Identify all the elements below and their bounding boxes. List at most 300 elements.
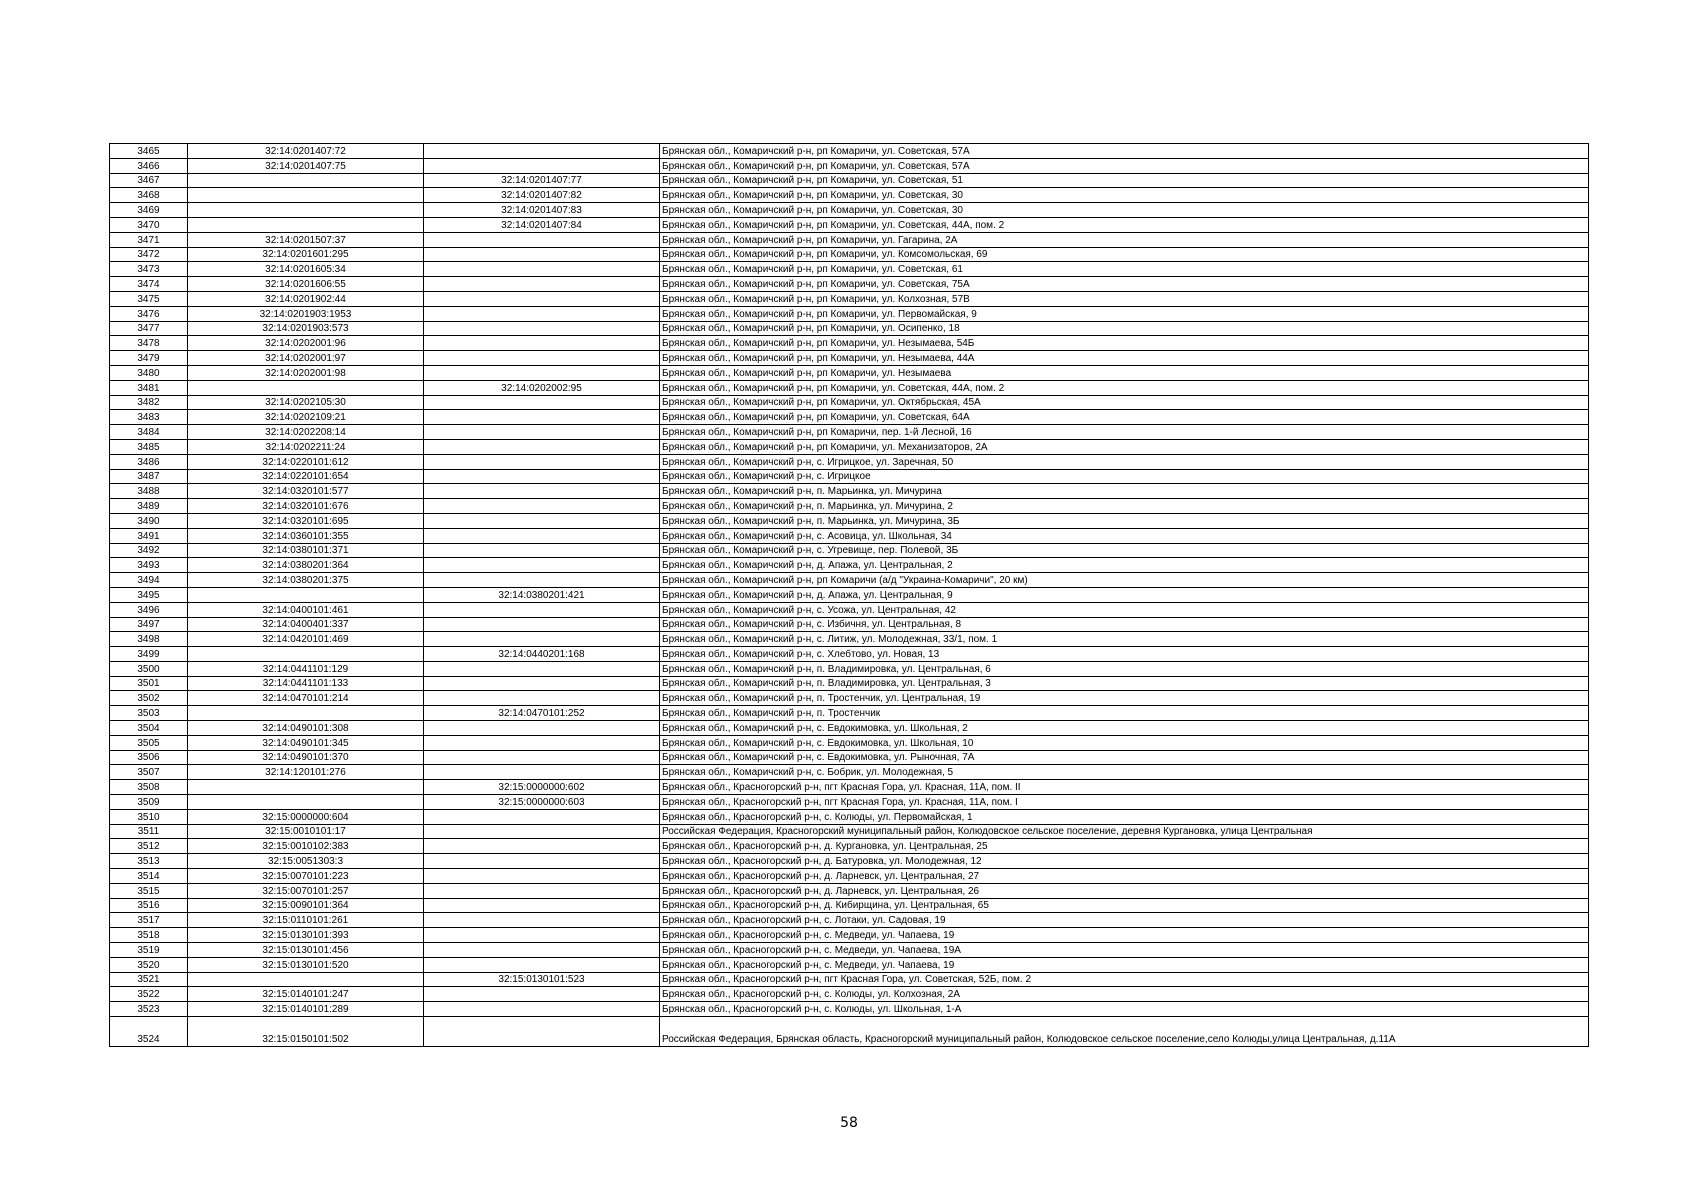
table-row bbox=[110, 262, 1589, 277]
cadastral-number-cell: 32:15:0000000:604 bbox=[188, 809, 424, 824]
cadastral-number-alt-cell bbox=[424, 721, 660, 736]
table-row bbox=[110, 780, 1589, 795]
table-row bbox=[110, 957, 1589, 972]
cadastral-number-alt-cell: 32:14:0380201:421 bbox=[424, 587, 660, 602]
cadastral-number-cell bbox=[188, 972, 424, 987]
row-number-cell: 3467 bbox=[110, 173, 188, 188]
cadastral-number-cell: 32:14:0202001:97 bbox=[188, 351, 424, 366]
table-row bbox=[110, 587, 1589, 602]
address-cell: Брянская обл., Комаричский р-н, рп Комаричи, ул. Советская, 64А bbox=[660, 410, 1589, 425]
address-cell: Брянская обл., Комаричский р-н, с. Евдокимовка, ул. Школьная, 10 bbox=[660, 735, 1589, 750]
table-row bbox=[110, 765, 1589, 780]
address-cell: Брянская обл., Комаричский р-н, п. Владимировка, ул. Центральная, 6 bbox=[660, 661, 1589, 676]
address-cell: Российская Федерация, Брянская область, Красногорский муниципальный район, Колюдовское сельское поселение,село Колюды,улица Центральная, д.11А bbox=[660, 1017, 1589, 1047]
cadastral-number-alt-cell bbox=[424, 987, 660, 1002]
row-number-cell: 3506 bbox=[110, 750, 188, 765]
row-number-cell: 3514 bbox=[110, 869, 188, 884]
cadastral-number-alt-cell bbox=[424, 528, 660, 543]
cadastral-number-alt-cell bbox=[424, 351, 660, 366]
cadastral-number-cell: 32:15:0051303:3 bbox=[188, 854, 424, 869]
cadastral-number-alt-cell bbox=[424, 321, 660, 336]
row-number-cell: 3494 bbox=[110, 573, 188, 588]
table-row bbox=[110, 869, 1589, 884]
table-row bbox=[110, 144, 1589, 159]
cadastral-number-cell: 32:14:0320101:577 bbox=[188, 484, 424, 499]
cadastral-number-alt-cell bbox=[424, 943, 660, 958]
cadastral-number-cell bbox=[188, 188, 424, 203]
cadastral-number-alt-cell bbox=[424, 454, 660, 469]
address-cell: Брянская обл., Комаричский р-н, рп Комаричи, ул. Механизаторов, 2А bbox=[660, 439, 1589, 454]
address-cell: Брянская обл., Комаричский р-н, рп Комаричи, ул. Незымаева, 54Б bbox=[660, 336, 1589, 351]
cadastral-number-alt-cell bbox=[424, 410, 660, 425]
cadastral-number-cell: 32:14:0400401:337 bbox=[188, 617, 424, 632]
row-number-cell: 3500 bbox=[110, 661, 188, 676]
address-cell: Брянская обл., Комаричский р-н, рп Комаричи, ул. Советская, 57А bbox=[660, 158, 1589, 173]
address-cell: Брянская обл., Комаричский р-н, с. Избичня, ул. Центральная, 8 bbox=[660, 617, 1589, 632]
cadastral-number-cell: 32:14:0201601:295 bbox=[188, 247, 424, 262]
address-cell: Брянская обл., Красногорский р-н, д. Кургановка, ул. Центральная, 25 bbox=[660, 839, 1589, 854]
table-row bbox=[110, 839, 1589, 854]
address-cell: Брянская обл., Комаричский р-н, с. Евдокимовка, ул. Рыночная, 7А bbox=[660, 750, 1589, 765]
address-cell: Брянская обл., Красногорский р-н, с. Колюды, ул. Первомайская, 1 bbox=[660, 809, 1589, 824]
cadastral-number-alt-cell bbox=[424, 232, 660, 247]
address-cell: Брянская обл., Комаричский р-н, п. Тростенчик, ул. Центральная, 19 bbox=[660, 691, 1589, 706]
cadastral-number-alt-cell: 32:14:0201407:84 bbox=[424, 217, 660, 232]
row-number-cell: 3512 bbox=[110, 839, 188, 854]
row-number-cell: 3497 bbox=[110, 617, 188, 632]
table-body bbox=[110, 144, 1589, 1047]
cadastral-number-alt-cell bbox=[424, 957, 660, 972]
cadastral-number-cell: 32:14:0320101:676 bbox=[188, 499, 424, 514]
table-row bbox=[110, 277, 1589, 292]
table-row bbox=[110, 232, 1589, 247]
address-cell: Брянская обл., Красногорский р-н, д. Ларневск, ул. Центральная, 27 bbox=[660, 869, 1589, 884]
row-number-cell: 3521 bbox=[110, 972, 188, 987]
cadastral-number-cell bbox=[188, 780, 424, 795]
cadastral-number-alt-cell bbox=[424, 291, 660, 306]
cadastral-number-cell: 32:14:0201903:1953 bbox=[188, 306, 424, 321]
table-row bbox=[110, 573, 1589, 588]
cadastral-number-cell: 32:14:0201606:55 bbox=[188, 277, 424, 292]
table-row bbox=[110, 1002, 1589, 1017]
address-cell: Брянская обл., Комаричский р-н, п. Марьинка, ул. Мичурина, 3Б bbox=[660, 513, 1589, 528]
row-number-cell: 3482 bbox=[110, 395, 188, 410]
row-number-cell: 3478 bbox=[110, 336, 188, 351]
row-number-cell: 3503 bbox=[110, 706, 188, 721]
address-cell: Брянская обл., Комаричский р-н, д. Апажа, ул. Центральная, 9 bbox=[660, 587, 1589, 602]
cadastral-number-cell: 32:14:0201605:34 bbox=[188, 262, 424, 277]
address-cell: Брянская обл., Комаричский р-н, рп Комаричи, ул. Советская, 44А, пом. 2 bbox=[660, 380, 1589, 395]
address-cell: Брянская обл., Красногорский р-н, пгт Красная Гора, ул. Красная, 11А, пом. I bbox=[660, 795, 1589, 810]
cadastral-number-cell bbox=[188, 173, 424, 188]
table-row bbox=[110, 676, 1589, 691]
row-number-cell: 3485 bbox=[110, 439, 188, 454]
row-number-cell: 3511 bbox=[110, 824, 188, 839]
page-number: 58 bbox=[840, 1115, 858, 1131]
cadastral-number-cell: 32:14:0320101:695 bbox=[188, 513, 424, 528]
cadastral-number-alt-cell bbox=[424, 365, 660, 380]
address-cell: Брянская обл., Красногорский р-н, с. Лотаки, ул. Садовая, 19 bbox=[660, 913, 1589, 928]
cadastral-number-alt-cell bbox=[424, 883, 660, 898]
row-number-cell: 3470 bbox=[110, 217, 188, 232]
row-number-cell: 3474 bbox=[110, 277, 188, 292]
table-row bbox=[110, 913, 1589, 928]
cadastral-number-cell: 32:15:0070101:223 bbox=[188, 869, 424, 884]
table-row bbox=[110, 647, 1589, 662]
table-row bbox=[110, 410, 1589, 425]
cadastral-number-alt-cell bbox=[424, 824, 660, 839]
row-number-cell: 3466 bbox=[110, 158, 188, 173]
table-row bbox=[110, 454, 1589, 469]
row-number-cell: 3509 bbox=[110, 795, 188, 810]
cadastral-number-alt-cell bbox=[424, 809, 660, 824]
table-row bbox=[110, 203, 1589, 218]
cadastral-number-cell: 32:15:0140101:289 bbox=[188, 1002, 424, 1017]
cadastral-number-cell: 32:15:0090101:364 bbox=[188, 898, 424, 913]
address-cell: Брянская обл., Комаричский р-н, рп Комаричи, ул. Гагарина, 2А bbox=[660, 232, 1589, 247]
row-number-cell: 3517 bbox=[110, 913, 188, 928]
cadastral-number-alt-cell bbox=[424, 395, 660, 410]
row-number-cell: 3480 bbox=[110, 365, 188, 380]
address-cell: Брянская обл., Комаричский р-н, рп Комаричи, ул. Первомайская, 9 bbox=[660, 306, 1589, 321]
cadastral-number-alt-cell bbox=[424, 469, 660, 484]
table-row bbox=[110, 735, 1589, 750]
address-cell: Брянская обл., Комаричский р-н, рп Комаричи, ул. Комсомольская, 69 bbox=[660, 247, 1589, 262]
row-number-cell: 3513 bbox=[110, 854, 188, 869]
row-number-cell: 3522 bbox=[110, 987, 188, 1002]
row-number-cell: 3510 bbox=[110, 809, 188, 824]
cadastral-number-cell: 32:14:0470101:214 bbox=[188, 691, 424, 706]
address-cell: Брянская обл., Комаричский р-н, с. Игрицкое, ул. Заречная, 50 bbox=[660, 454, 1589, 469]
address-cell: Брянская обл., Комаричский р-н, п. Владимировка, ул. Центральная, 3 bbox=[660, 676, 1589, 691]
cadastral-number-alt-cell bbox=[424, 158, 660, 173]
address-cell: Брянская обл., Комаричский р-н, с. Асовица, ул. Школьная, 34 bbox=[660, 528, 1589, 543]
address-cell: Брянская обл., Комаричский р-н, д. Апажа, ул. Центральная, 2 bbox=[660, 558, 1589, 573]
table-row bbox=[110, 943, 1589, 958]
row-number-cell: 3520 bbox=[110, 957, 188, 972]
row-number-cell: 3489 bbox=[110, 499, 188, 514]
address-cell: Брянская обл., Комаричский р-н, рп Комаричи, ул. Осипенко, 18 bbox=[660, 321, 1589, 336]
cadastral-number-cell bbox=[188, 647, 424, 662]
cadastral-number-cell bbox=[188, 217, 424, 232]
cadastral-number-alt-cell: 32:15:0130101:523 bbox=[424, 972, 660, 987]
cadastral-number-alt-cell bbox=[424, 928, 660, 943]
cadastral-number-cell: 32:14:0380201:375 bbox=[188, 573, 424, 588]
row-number-cell: 3488 bbox=[110, 484, 188, 499]
row-number-cell: 3518 bbox=[110, 928, 188, 943]
cadastral-number-cell: 32:14:0380201:364 bbox=[188, 558, 424, 573]
row-number-cell: 3473 bbox=[110, 262, 188, 277]
table-row bbox=[110, 1017, 1589, 1047]
row-number-cell: 3465 bbox=[110, 144, 188, 159]
address-cell: Брянская обл., Комаричский р-н, рп Комаричи, ул. Советская, 61 bbox=[660, 262, 1589, 277]
table-row bbox=[110, 691, 1589, 706]
cadastral-number-alt-cell bbox=[424, 602, 660, 617]
row-number-cell: 3492 bbox=[110, 543, 188, 558]
table-row bbox=[110, 336, 1589, 351]
cadastral-number-cell: 32:14:0202105:30 bbox=[188, 395, 424, 410]
row-number-cell: 3475 bbox=[110, 291, 188, 306]
row-number-cell: 3507 bbox=[110, 765, 188, 780]
table-row bbox=[110, 217, 1589, 232]
address-cell: Брянская обл., Красногорский р-н, с. Медведи, ул. Чапаева, 19 bbox=[660, 957, 1589, 972]
cadastral-number-cell: 32:15:0130101:456 bbox=[188, 943, 424, 958]
cadastral-number-cell: 32:15:0130101:393 bbox=[188, 928, 424, 943]
cadastral-number-cell: 32:14:0490101:345 bbox=[188, 735, 424, 750]
row-number-cell: 3481 bbox=[110, 380, 188, 395]
cadastral-number-alt-cell bbox=[424, 277, 660, 292]
address-cell: Брянская обл., Комаричский р-н, с. Хлебтово, ул. Новая, 13 bbox=[660, 647, 1589, 662]
row-number-cell: 3502 bbox=[110, 691, 188, 706]
table-row bbox=[110, 158, 1589, 173]
address-cell: Брянская обл., Комаричский р-н, с. Евдокимовка, ул. Школьная, 2 bbox=[660, 721, 1589, 736]
cadastral-number-cell: 32:14:0201902:44 bbox=[188, 291, 424, 306]
cadastral-number-cell: 32:15:0150101:502 bbox=[188, 1017, 424, 1047]
row-number-cell: 3468 bbox=[110, 188, 188, 203]
cadastral-number-alt-cell: 32:15:0000000:603 bbox=[424, 795, 660, 810]
cadastral-number-cell: 32:14:0220101:654 bbox=[188, 469, 424, 484]
cadastral-number-cell: 32:14:0201903:573 bbox=[188, 321, 424, 336]
row-number-cell: 3519 bbox=[110, 943, 188, 958]
cadastral-number-cell bbox=[188, 706, 424, 721]
address-cell: Брянская обл., Комаричский р-н, рп Комаричи, ул. Советская, 30 bbox=[660, 188, 1589, 203]
cadastral-number-alt-cell bbox=[424, 839, 660, 854]
table-row bbox=[110, 484, 1589, 499]
address-cell: Брянская обл., Комаричский р-н, рп Комаричи, ул. Октябрьская, 45А bbox=[660, 395, 1589, 410]
table-row bbox=[110, 750, 1589, 765]
cadastral-number-cell: 32:14:120101:276 bbox=[188, 765, 424, 780]
row-number-cell: 3493 bbox=[110, 558, 188, 573]
cadastral-number-cell: 32:14:0490101:308 bbox=[188, 721, 424, 736]
row-number-cell: 3484 bbox=[110, 425, 188, 440]
cadastral-number-alt-cell bbox=[424, 1002, 660, 1017]
table-row bbox=[110, 928, 1589, 943]
cadastral-number-alt-cell bbox=[424, 913, 660, 928]
address-cell: Брянская обл., Красногорский р-н, пгт Красная Гора, ул. Советская, 52Б, пом. 2 bbox=[660, 972, 1589, 987]
cadastral-number-cell: 32:14:0202208:14 bbox=[188, 425, 424, 440]
cadastral-number-cell: 32:15:0110101:261 bbox=[188, 913, 424, 928]
address-cell: Брянская обл., Комаричский р-н, рп Комаричи, ул. Советская, 51 bbox=[660, 173, 1589, 188]
cadastral-number-cell: 32:14:0441101:133 bbox=[188, 676, 424, 691]
cadastral-number-alt-cell bbox=[424, 484, 660, 499]
cadastral-number-alt-cell bbox=[424, 735, 660, 750]
cadastral-number-cell: 32:15:0010101:17 bbox=[188, 824, 424, 839]
cadastral-number-alt-cell bbox=[424, 1017, 660, 1047]
table-row bbox=[110, 395, 1589, 410]
cadastral-number-alt-cell bbox=[424, 676, 660, 691]
address-cell: Брянская обл., Красногорский р-н, с. Колюды, ул. Колхозная, 2А bbox=[660, 987, 1589, 1002]
table-row bbox=[110, 795, 1589, 810]
cadastral-number-cell bbox=[188, 795, 424, 810]
cadastral-number-cell: 32:14:0202001:96 bbox=[188, 336, 424, 351]
cadastral-number-alt-cell bbox=[424, 617, 660, 632]
cadastral-number-alt-cell bbox=[424, 632, 660, 647]
cadastral-number-alt-cell bbox=[424, 262, 660, 277]
address-cell: Брянская обл., Комаричский р-н, рп Комаричи, пер. 1-й Лесной, 16 bbox=[660, 425, 1589, 440]
table-row bbox=[110, 987, 1589, 1002]
cadastral-number-alt-cell bbox=[424, 661, 660, 676]
address-cell: Брянская обл., Комаричский р-н, с. Усожа, ул. Центральная, 42 bbox=[660, 602, 1589, 617]
cadastral-number-alt-cell: 32:15:0000000:602 bbox=[424, 780, 660, 795]
table-row bbox=[110, 809, 1589, 824]
cadastral-number-cell: 32:14:0441101:129 bbox=[188, 661, 424, 676]
address-cell: Брянская обл., Комаричский р-н, рп Комаричи, ул. Советская, 57А bbox=[660, 144, 1589, 159]
address-cell: Брянская обл., Красногорский р-н, с. Колюды, ул. Школьная, 1-А bbox=[660, 1002, 1589, 1017]
table-row bbox=[110, 528, 1589, 543]
cadastral-number-cell: 32:14:0420101:469 bbox=[188, 632, 424, 647]
cadastral-number-cell: 32:14:0201407:75 bbox=[188, 158, 424, 173]
cadastral-number-alt-cell bbox=[424, 573, 660, 588]
table-row bbox=[110, 291, 1589, 306]
cadastral-number-alt-cell bbox=[424, 499, 660, 514]
cadastral-number-cell: 32:14:0202001:98 bbox=[188, 365, 424, 380]
cadastral-number-alt-cell bbox=[424, 691, 660, 706]
cadastral-number-cell bbox=[188, 203, 424, 218]
address-cell: Брянская обл., Комаричский р-н, рп Комаричи, ул. Незымаева bbox=[660, 365, 1589, 380]
address-cell: Брянская обл., Комаричский р-н, с. Игрицкое bbox=[660, 469, 1589, 484]
row-number-cell: 3501 bbox=[110, 676, 188, 691]
address-cell: Брянская обл., Комаричский р-н, рп Комаричи, ул. Колхозная, 57В bbox=[660, 291, 1589, 306]
row-number-cell: 3471 bbox=[110, 232, 188, 247]
row-number-cell: 3495 bbox=[110, 587, 188, 602]
cadastral-number-cell: 32:14:0220101:612 bbox=[188, 454, 424, 469]
row-number-cell: 3508 bbox=[110, 780, 188, 795]
table-row bbox=[110, 602, 1589, 617]
address-cell: Российская Федерация, Красногорский муниципальный район, Колюдовское сельское поселение, деревня Кургановка, улица Центральная bbox=[660, 824, 1589, 839]
row-number-cell: 3524 bbox=[110, 1017, 188, 1047]
cadastral-number-cell: 32:14:0202211:24 bbox=[188, 439, 424, 454]
table-row bbox=[110, 632, 1589, 647]
row-number-cell: 3483 bbox=[110, 410, 188, 425]
cadastral-number-cell: 32:14:0201507:37 bbox=[188, 232, 424, 247]
table-row bbox=[110, 661, 1589, 676]
table-row bbox=[110, 558, 1589, 573]
row-number-cell: 3504 bbox=[110, 721, 188, 736]
address-cell: Брянская обл., Комаричский р-н, рп Комаричи, ул. Советская, 30 bbox=[660, 203, 1589, 218]
address-cell: Брянская обл., Комаричский р-н, рп Комаричи, ул. Незымаева, 44А bbox=[660, 351, 1589, 366]
cadastral-number-alt-cell bbox=[424, 439, 660, 454]
cadastral-number-alt-cell: 32:14:0202002:95 bbox=[424, 380, 660, 395]
table-row bbox=[110, 173, 1589, 188]
row-number-cell: 3476 bbox=[110, 306, 188, 321]
table-row bbox=[110, 543, 1589, 558]
cadastral-number-cell bbox=[188, 380, 424, 395]
cadastral-number-cell: 32:15:0140101:247 bbox=[188, 987, 424, 1002]
address-cell: Брянская обл., Комаричский р-н, с. Угревище, пер. Полевой, 3Б bbox=[660, 543, 1589, 558]
cadastral-table bbox=[109, 143, 1589, 1047]
row-number-cell: 3523 bbox=[110, 1002, 188, 1017]
table-row bbox=[110, 883, 1589, 898]
address-cell: Брянская обл., Комаричский р-н, рп Комаричи (а/д "Украина-Комаричи", 20 км) bbox=[660, 573, 1589, 588]
table-row bbox=[110, 854, 1589, 869]
cadastral-number-alt-cell bbox=[424, 898, 660, 913]
row-number-cell: 3486 bbox=[110, 454, 188, 469]
cadastral-number-alt-cell: 32:14:0201407:82 bbox=[424, 188, 660, 203]
table-row bbox=[110, 513, 1589, 528]
address-cell: Брянская обл., Комаричский р-н, п. Марьинка, ул. Мичурина, 2 bbox=[660, 499, 1589, 514]
row-number-cell: 3490 bbox=[110, 513, 188, 528]
address-cell: Брянская обл., Комаричский р-н, рп Комаричи, ул. Советская, 75А bbox=[660, 277, 1589, 292]
cadastral-number-alt-cell bbox=[424, 513, 660, 528]
cadastral-number-cell: 32:14:0202109:21 bbox=[188, 410, 424, 425]
address-cell: Брянская обл., Красногорский р-н, пгт Красная Гора, ул. Красная, 11А, пом. II bbox=[660, 780, 1589, 795]
cadastral-number-cell: 32:14:0380101:371 bbox=[188, 543, 424, 558]
table-row bbox=[110, 380, 1589, 395]
cadastral-number-cell: 32:14:0201407:72 bbox=[188, 144, 424, 159]
cadastral-number-alt-cell bbox=[424, 765, 660, 780]
address-cell: Брянская обл., Комаричский р-н, рп Комаричи, ул. Советская, 44А, пом. 2 bbox=[660, 217, 1589, 232]
table-row bbox=[110, 247, 1589, 262]
cadastral-number-alt-cell bbox=[424, 854, 660, 869]
cadastral-number-alt-cell: 32:14:0440201:168 bbox=[424, 647, 660, 662]
table-row bbox=[110, 188, 1589, 203]
row-number-cell: 3516 bbox=[110, 898, 188, 913]
row-number-cell: 3487 bbox=[110, 469, 188, 484]
row-number-cell: 3515 bbox=[110, 883, 188, 898]
table-row bbox=[110, 351, 1589, 366]
table-row bbox=[110, 721, 1589, 736]
row-number-cell: 3469 bbox=[110, 203, 188, 218]
cadastral-number-cell: 32:14:0360101:355 bbox=[188, 528, 424, 543]
table-row bbox=[110, 321, 1589, 336]
table-row bbox=[110, 706, 1589, 721]
cadastral-number-alt-cell bbox=[424, 306, 660, 321]
cadastral-number-cell bbox=[188, 587, 424, 602]
cadastral-number-alt-cell: 32:14:0470101:252 bbox=[424, 706, 660, 721]
address-cell: Брянская обл., Красногорский р-н, д. Кибирщина, ул. Центральная, 65 bbox=[660, 898, 1589, 913]
table-row bbox=[110, 972, 1589, 987]
table-row bbox=[110, 365, 1589, 380]
address-cell: Брянская обл., Красногорский р-н, д. Батуровка, ул. Молодежная, 12 bbox=[660, 854, 1589, 869]
row-number-cell: 3479 bbox=[110, 351, 188, 366]
cadastral-number-cell: 32:15:0130101:520 bbox=[188, 957, 424, 972]
table-row bbox=[110, 824, 1589, 839]
cadastral-number-alt-cell bbox=[424, 144, 660, 159]
cadastral-number-alt-cell bbox=[424, 750, 660, 765]
row-number-cell: 3491 bbox=[110, 528, 188, 543]
cadastral-number-alt-cell bbox=[424, 558, 660, 573]
table-row bbox=[110, 425, 1589, 440]
table-row bbox=[110, 499, 1589, 514]
address-cell: Брянская обл., Красногорский р-н, с. Медведи, ул. Чапаева, 19А bbox=[660, 943, 1589, 958]
cadastral-number-alt-cell bbox=[424, 425, 660, 440]
row-number-cell: 3472 bbox=[110, 247, 188, 262]
cadastral-number-alt-cell: 32:14:0201407:83 bbox=[424, 203, 660, 218]
cadastral-number-alt-cell bbox=[424, 336, 660, 351]
table-row bbox=[110, 306, 1589, 321]
table-row bbox=[110, 439, 1589, 454]
row-number-cell: 3477 bbox=[110, 321, 188, 336]
cadastral-number-cell: 32:14:0490101:370 bbox=[188, 750, 424, 765]
cadastral-number-alt-cell bbox=[424, 247, 660, 262]
row-number-cell: 3496 bbox=[110, 602, 188, 617]
cadastral-number-alt-cell: 32:14:0201407:77 bbox=[424, 173, 660, 188]
cadastral-number-cell: 32:15:0010102:383 bbox=[188, 839, 424, 854]
cadastral-number-alt-cell bbox=[424, 543, 660, 558]
address-cell: Брянская обл., Комаричский р-н, с. Бобрик, ул. Молодежная, 5 bbox=[660, 765, 1589, 780]
address-cell: Брянская обл., Красногорский р-н, с. Медведи, ул. Чапаева, 19 bbox=[660, 928, 1589, 943]
address-cell: Брянская обл., Комаричский р-н, с. Литиж, ул. Молодежная, 33/1, пом. 1 bbox=[660, 632, 1589, 647]
table-row bbox=[110, 617, 1589, 632]
cadastral-number-cell: 32:15:0070101:257 bbox=[188, 883, 424, 898]
address-cell: Брянская обл., Комаричский р-н, п. Тростенчик bbox=[660, 706, 1589, 721]
row-number-cell: 3505 bbox=[110, 735, 188, 750]
address-cell: Брянская обл., Комаричский р-н, п. Марьинка, ул. Мичурина bbox=[660, 484, 1589, 499]
row-number-cell: 3499 bbox=[110, 647, 188, 662]
cadastral-number-alt-cell bbox=[424, 869, 660, 884]
address-cell: Брянская обл., Красногорский р-н, д. Ларневск, ул. Центральная, 26 bbox=[660, 883, 1589, 898]
cadastral-number-cell: 32:14:0400101:461 bbox=[188, 602, 424, 617]
